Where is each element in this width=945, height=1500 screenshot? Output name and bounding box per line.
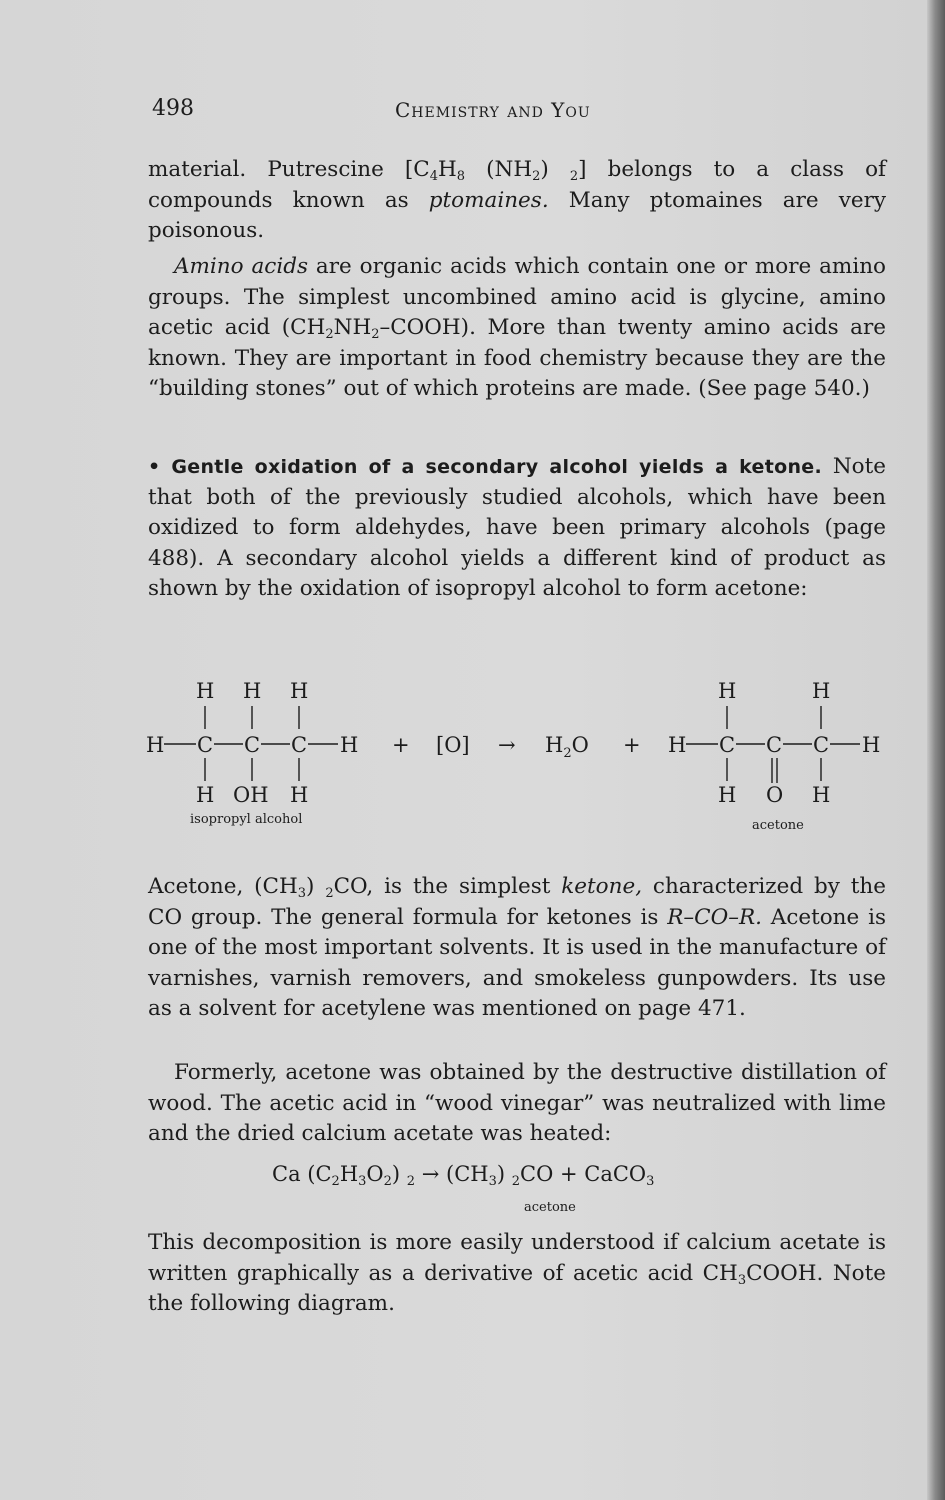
atom-o: O (766, 783, 784, 807)
paragraph-3: • Gentle oxidation of a secondary alcohol yields a ketone. Note that both of the previously studied alcohols, which have been oxidized to form aldehydes, have been primary alcohols (page 488). A secondary alcohol yields a different kind of product as shown by the oxidation of isopropyl alcohol to form acetone: (148, 454, 886, 601)
atom-c: C (766, 733, 783, 757)
hydroxyl-group: OH (233, 783, 269, 807)
water-formula: $H_2O$ (545, 733, 589, 761)
atom-h: H (340, 733, 359, 757)
atom-h: H (718, 783, 737, 807)
page-number: 498 (152, 96, 194, 121)
oxygen-reagent: [O] (436, 733, 470, 757)
atom-c: C (719, 733, 736, 757)
caption-acetone: acetone (752, 818, 804, 833)
atom-h: H (196, 679, 215, 703)
caption-acetone: acetone (524, 1200, 576, 1215)
atom-c: C (244, 733, 261, 757)
running-title: Chemistry and You (395, 98, 591, 122)
section-heading: • Gentle oxidation of a secondary alcohol yields a ketone. (148, 456, 823, 478)
page-edge-shadow (927, 0, 945, 1500)
atom-c: C (813, 733, 830, 757)
atom-h: H (812, 783, 831, 807)
atom-h: H (862, 733, 881, 757)
reaction-arrow: → (498, 733, 516, 757)
atom-c: C (197, 733, 214, 757)
caption-isopropyl-alcohol: isopropyl alcohol (190, 812, 303, 827)
atom-h: H (196, 783, 215, 807)
atom-c: C (291, 733, 308, 757)
calcium-acetate-equation (0, 1162, 930, 1222)
plus-sign: + (392, 733, 410, 757)
atom-h: H (718, 679, 737, 703)
atom-h: H (668, 733, 687, 757)
atom-h: H (243, 679, 262, 703)
page-header (0, 96, 930, 128)
atom-h: H (290, 783, 309, 807)
atom-h: H (812, 679, 831, 703)
paragraph-1: material. Putrescine [$C_4H_8$ $(NH_2)$ $_2$] belongs to a class of compounds known as ptomaines. Many ptomaines are very poisonous. (148, 157, 887, 243)
equation-formula: Ca $(C_2H_3O_2) _2 \to (CH_3) _2CO$ + CaCO$_3$ (272, 1162, 655, 1189)
paragraph-2: Amino acids are organic acids which contain one or more amino groups. The simplest uncombined amino acid is glycine, amino acetic acid $(CH_2NH_2-COOH)$. More than twenty amino acids are known. They are important in food chemistry because they are the “building stones” out of which proteins are made. (See page 540.) (148, 254, 886, 401)
paragraph-6: This decomposition is more easily understood if calcium acetate is written graphically as a derivative of acetic acid $CH_3COOH$. Note the following diagram. (148, 1230, 886, 1316)
atom-h: H (146, 733, 165, 757)
atom-h: H (290, 679, 309, 703)
paragraph-5: Formerly, acetone was obtained by the destructive distillation of wood. The acetic acid in “wood vinegar” was neutralized with lime and the dried calcium acetate was heated: (148, 1060, 886, 1146)
plus-sign: + (623, 733, 641, 757)
paragraph-4: Acetone, $(CH_3)$ $_2$CO, is the simplest ketone, characterized by the CO group. The general formula for ketones is R–CO–R. Acetone is one of the most important solvents. It is used in the manufacture of varnishes, varnish removers, and smokeless gunpowders. Its use as a solvent for acetylene was mentioned on page 471. (148, 874, 886, 1021)
